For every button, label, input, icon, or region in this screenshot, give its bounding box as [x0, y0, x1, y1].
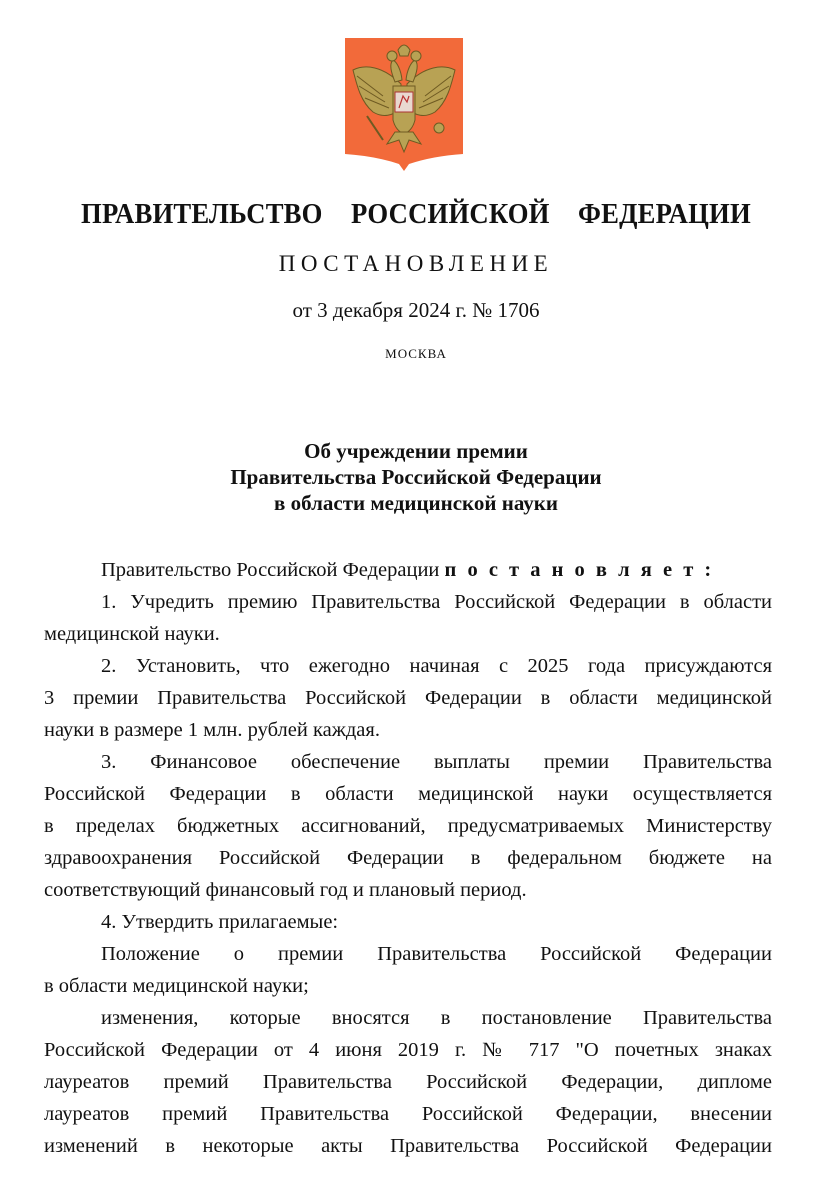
text-line: науки в размере 1 млн. рублей каждая. — [44, 719, 380, 741]
text-line: Положение о премии Правительства Российской Федерации — [101, 943, 772, 965]
text-line: здравоохранения Российской Федерации в федеральном бюджете на — [44, 847, 772, 869]
paragraph-6 — [44, 1002, 772, 1162]
paragraph-3 — [44, 746, 772, 906]
text-line: лауреатов премий Правительства Российской Федерации, внесении — [44, 1103, 772, 1125]
heading-line: в области медицинской науки — [274, 491, 558, 515]
text-line: 4. Утвердить прилагаемые: — [101, 911, 339, 933]
double-headed-eagle-icon — [343, 36, 465, 172]
paragraph-1 — [44, 586, 772, 650]
text-line: Российской Федерации в области медицинской науки осуществляется — [44, 783, 772, 805]
text-line: соответствующий финансовый год и плановый период. — [44, 879, 527, 901]
text-line: 3. Финансовое обеспечение выплаты премии Правительства — [101, 751, 772, 773]
text-line: Российской Федерации от 4 июня 2019 г. № 717 "О почетных знаках — [44, 1039, 772, 1061]
preamble-text: Правительство Российской Федерации — [101, 559, 440, 581]
heading-line: Правительства Российской Федерации — [230, 465, 602, 489]
text-line: изменения, которые вносятся в постановление Правительства — [101, 1007, 772, 1029]
text-line: в пределах бюджетных ассигнований, предусматриваемых Министерству — [44, 815, 772, 837]
document-type: ПОСТАНОВЛЕНИЕ — [278, 251, 554, 276]
text-line: медицинской науки. — [44, 623, 220, 645]
paragraph-5 — [44, 938, 772, 1002]
heading-line: Об учреждении премии — [304, 439, 528, 463]
coat-of-arms-emblem — [343, 36, 465, 172]
paragraph-2 — [44, 650, 772, 746]
text-line: 2. Установить, что ежегодно начиная с 2025 года присуждаются — [101, 655, 772, 677]
text-line: 1. Учредить премию Правительства Российской Федерации в области — [101, 591, 772, 613]
date-number: от 3 декабря 2024 г. № 1706 — [292, 298, 540, 322]
city: МОСКВА — [385, 346, 447, 361]
government-title: ПРАВИТЕЛЬСТВО РОССИЙСКОЙ ФЕДЕРАЦИИ — [81, 198, 751, 230]
text-line: лауреатов премий Правительства Российской Федерации, дипломе — [44, 1071, 772, 1093]
preamble-verb: п о с т а н о в л я е т : — [444, 559, 715, 581]
text-line: изменений в некоторые акты Правительства Российской Федерации — [44, 1135, 772, 1157]
text-line: в области медицинской науки; — [44, 975, 309, 997]
document-heading — [0, 438, 832, 516]
preamble — [44, 554, 772, 586]
document-body — [44, 554, 772, 1162]
text-line: 3 премии Правительства Российской Федерации в области медицинской — [44, 687, 772, 709]
paragraph-4 — [44, 906, 772, 938]
